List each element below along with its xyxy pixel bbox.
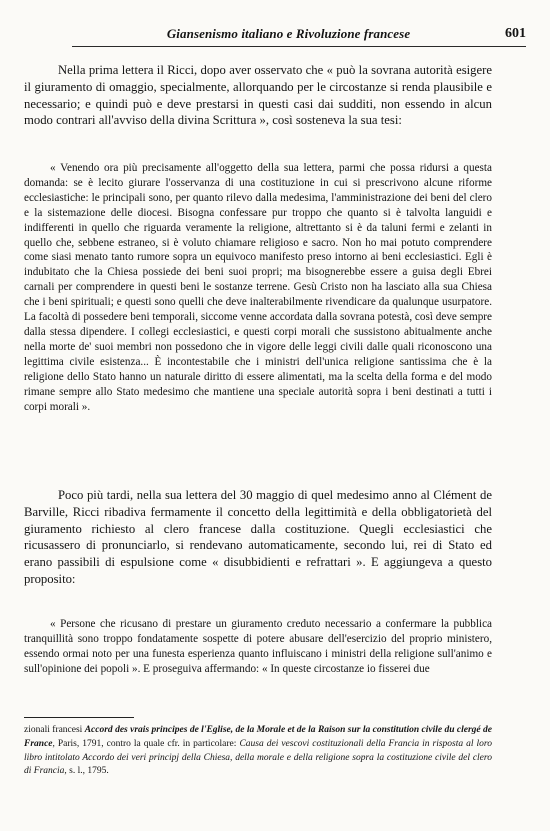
block-quotation: « Persone che ricusano di prestare un giuramento creduto necessario a confermare la pubblica tranquillità sono troppo fondatamente sospette di potere abusare dell'esercizio del proprio ministero, essendo ormai noto per una funesta esperienza quanto influiscano i ministri della religione sull'animo e sull'opinione dei popoli ». E proseguiva affermando: « In queste circostanze io fisserei due — [24, 618, 492, 675]
footnote-middle: , Paris, 1791, contro la quale cfr. in particolare: — [52, 738, 237, 749]
footnote-lead: zionali francesi — [24, 725, 83, 735]
running-title: Giansenismo italiano e Rivoluzione francese — [166, 26, 411, 41]
block-quote-1 — [24, 161, 492, 414]
footnote-title-2: Causa dei vescovi costituzionali della Francia in risposta al loro libro intitolato Accordo dei veri principj della Chiesa, della morale e della religione sopra la costituzione civile del clero di Francia — [24, 738, 493, 777]
body-paragraph-2 — [24, 487, 492, 588]
block-quote-2 — [24, 617, 492, 677]
footnote — [24, 724, 492, 779]
running-head — [72, 20, 526, 47]
footnote-tail: , s. l., 1795. — [64, 766, 109, 777]
body-paragraph: Nella prima lettera il Ricci, dopo aver osservato che « può la sovrana autorità esigere il giuramento di omaggio, specialmente, allorquando per le circostanze si renda plausibile e necessario; e quindi può e deve prestarsi in questi casi dai sudditi, non essendo in alcun modo contrari all'avviso della divina Scrittura », così sosteneva la sua tesi: — [24, 63, 492, 128]
body-paragraph-1 — [24, 62, 492, 129]
block-quotation: « Venendo ora più precisamente all'oggetto della sua lettera, parmi che possa ridursi a questa domanda: se è lecito giurare l'osservanza di una costituzione in cui si prescrivono alcune riforme ecclesiastiche: le principali sono, per quanto rilevo dalla medesima, l'amministrazione dei beni del clero e la sistemazione delle diocesi. Bisogna confessare pur troppo che quanto si è talvolta languidi e indifferenti in quello che riguarda veramente la religione, altrettanto si è da taluni fermi e zelanti in quello che, sebbene estraneo, si è voluto chiamare religioso e sacro. Non ho mai potuto comprendere come siasi menato tanto rumore sopra un equivoco manifesto preso intorno ai beni ecclesiastici. Egli è indubitato che la Chiesa possiede dei beni suoi propri; ma bisognerebbe essere a guisa degli Ebrei carnali per comprendere in questi beni le sostanze terrene. Gesù Cristo non ha lasciato alla sua Chiesa che i beni spirituali; e questi sono quelli che deve inalterabilmente rivendicare da qualunque usurpatore. La facoltà di possedere beni temporali, siccome venne accordata dalla sovrana potestà, così deve sempre dalla stessa dipendere. I collegi ecclesiastici, e questi corpi morali che sussistono abitualmente anche nella morte de' suoi membri non possedono che in vigore delle leggi civili dalle quali riconoscono una legittima civile esistenza... È incontestabile che i ministri dell'unica religione santissima che è la religione dello Stato hanno un naturale diritto di essere alimentati, ma la scelta della forma e del modo rimane sempre allo Stato medesimo che mantiene una speciale autorità sopra i beni destinati a tutti i corpi morali ». — [24, 162, 492, 413]
footnote-rule — [24, 717, 134, 718]
footnote-title-1: Accord des vrais principes de l'Eglise, de la Morale et de la Raison sur la constitution civile du clergé de France — [24, 725, 493, 749]
body-paragraph: Poco più tardi, nella sua lettera del 30 maggio di quel medesimo anno al Clément de Barville, Ricci ribadiva fermamente il concetto della legittimità e della obbligatorietà del giuramento richiesto al clero francese dalla costituzione. Quegli ecclesiastici che ricusassero di pronunciarlo, si rendevano automaticamente, secondo lui, rei di Stato ed erano passibili di espulsione come « disubbidienti e refrattari ». E aggiungeva a questo proposito: — [24, 488, 492, 586]
page-number: 601 — [505, 26, 526, 41]
